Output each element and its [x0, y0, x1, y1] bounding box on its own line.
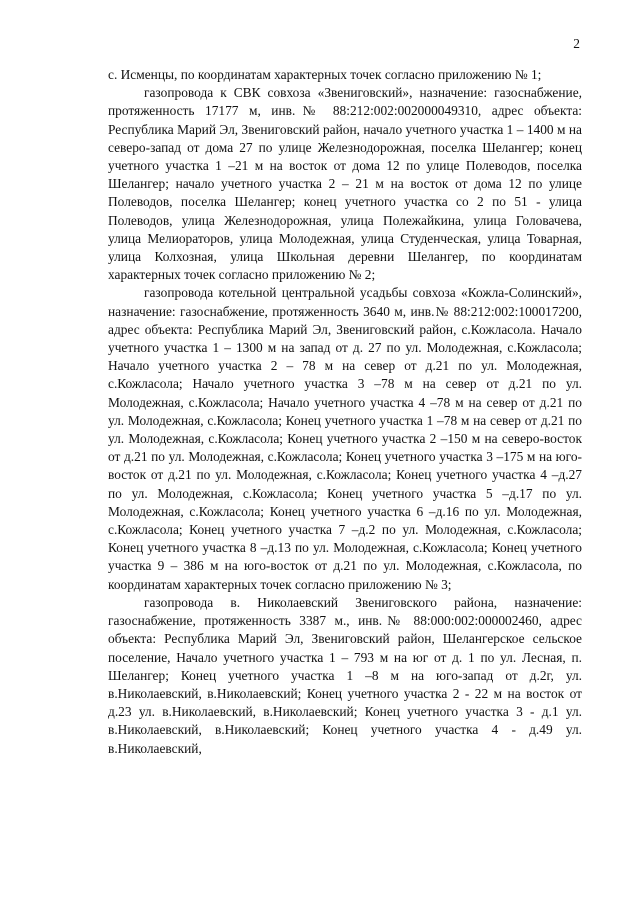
paragraph: газопровода к СВК совхоза «Звениговский», назначение: газоснабжение, протяженность 17177 м, инв.№ 88:212:002:002000049310, адрес объекта: Республика Марий Эл, Звениговский район, начало учетного участка 1 – 1400 м на северо-запад от дома 27 по улице Железнодорожная, поселка Шелангер; конец учетного участка 1 –21 м на восток от дома 12 по улице Полеводов, поселка Шелангер; начало учетного участка 2 – 21 м на восток от дома 12 по улице Полеводов, поселка Шелангер; конец учетного участка со 2 по 51 - улица Полеводов, улица Железнодорожная, улица Полежайкина, улица Головачева, улица Мелиораторов, улица Молодежная, улица Студенческая, улица Товарная, улица Колхозная, улица Школьная деревни Шелангер, по координатам характерных точек согласно приложению № 2;: [108, 85, 582, 283]
paragraph: газопровода котельной центральной усадьбы совхоза «Кожла-Солинский», назначение: газоснабжение, протяженность 3640 м, инв.№ 88:212:002:100017200, адрес объекта: Республика Марий Эл, Звениговский район, с.Кожласола. Начало учетного участка 1 – 1300 м на запад от д. 27 по ул. Молодежная, с.Кожласола; Начало учетного участка 2 – 78 м на север от д.21 по ул. Молодежная, с.Кожласола; Начало учетного участка 3 –78 м на север от д.21 по ул. Молодежная, с.Кожласола; Начало учетного участка 4 –78 м на север от д.21 по ул. Молодежная, с.Кожласола; Конец учетного участка 1 –78 м на север от д.21 по ул. Молодежная, с.Кожласола; Конец учетного участка 2 –150 м на северо-восток от д.21 по ул. Молодежная, с.Кожласола; Конец учетного участка 3 –175 м на юго-восток от д.21 по ул. Молодежная, с.Кожласола; Конец учетного участка 4 –д.27 по ул. Молодежная, с.Кожласола; Конец учетного участка 5 –д.17 по ул. Молодежная, с.Кожласола; Конец учетного участка 6 –д.16 по ул. Молодежная, с.Кожласола; Конец учетного участка 7 –д.2 по ул. Молодежная, с.Кожласола; Конец учетного участка 8 –д.13 по ул. Молодежная, с.Кожласола; Конец учетного участка 9 – 386 м на юго-восток от д.21 по ул. Молодежная, с.Кожласола, по координатам характерных точек согласно приложению № 3;: [108, 285, 582, 592]
document-body: [108, 66, 582, 758]
page-number: 2: [573, 36, 580, 51]
paragraph: с. Исменцы, по координатам характерных точек согласно приложению № 1;: [108, 67, 542, 82]
paragraph: газопровода в. Николаевский Звениговского района, назначение: газоснабжение, протяженность 3387 м., инв.№ 88:000:002:000002460, адрес объекта: Республика Марий Эл, Звениговский район, Шелангерское сельское поселение, Начало учетного участка 1 – 793 м на юг от д. 1 по ул. Лесная, п. Шелангер; Конец учетного участка 1 –8 м на юго-запад от д.2г, ул. в.Николаевский, в.Николаевский; Конец учетного участка 2 - 22 м на восток от д.23 ул. в.Николаевский, в.Николаевский; Конец учетного участка 3 - д.1 ул. в.Николаевский, в.Николаевский; Конец учетного участка 4 - д.49 ул. в.Николаевский,: [108, 594, 582, 756]
